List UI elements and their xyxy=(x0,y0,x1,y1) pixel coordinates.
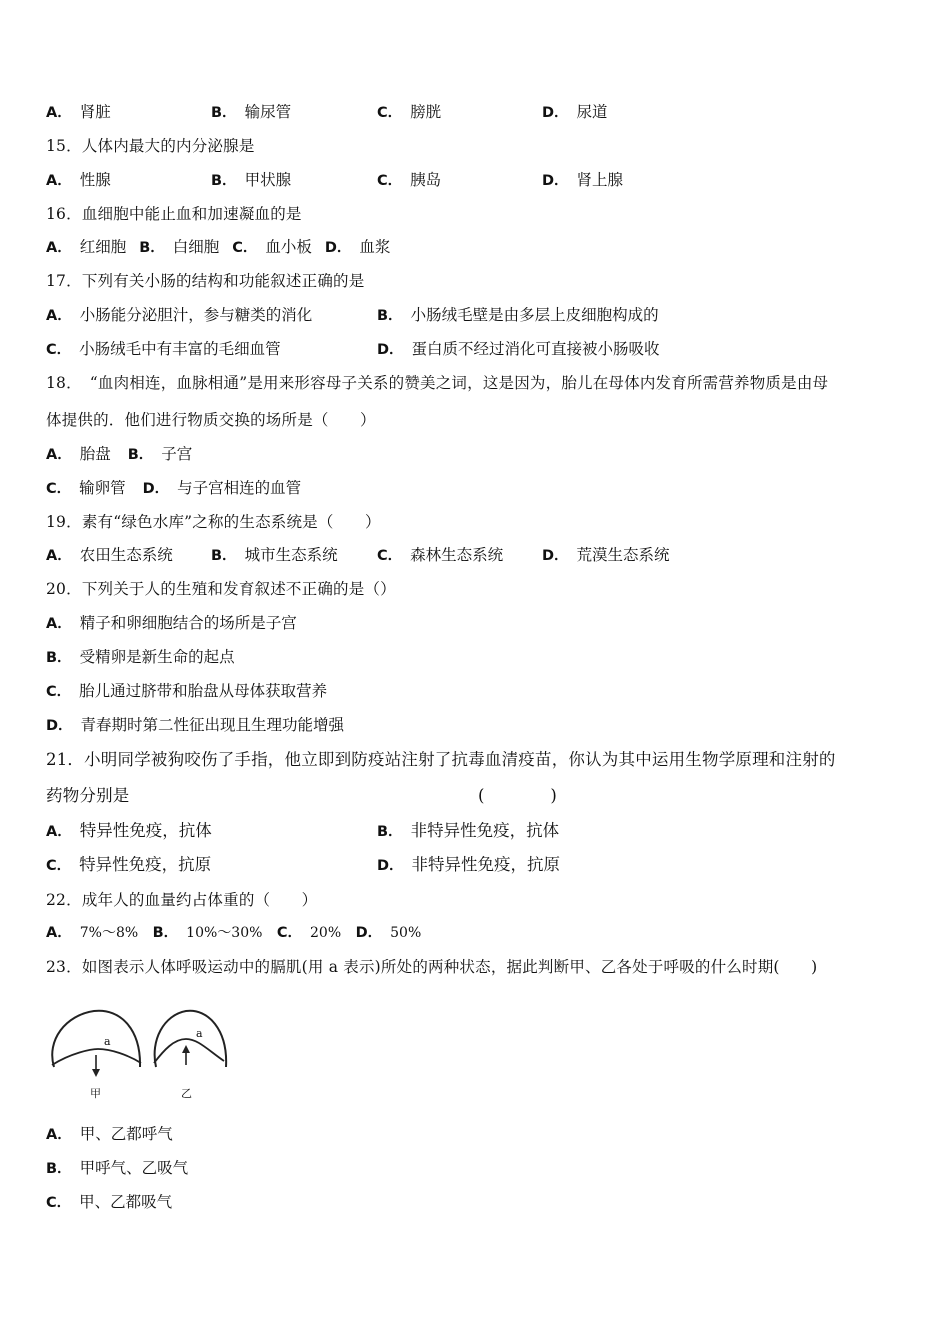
q20-option-a: A． 精子和卵细胞结合的场所是子宫 xyxy=(46,614,297,632)
q18-options-row2: C． 输卵管 D． 与子宫相连的血管 xyxy=(46,479,302,497)
q20-option-d: D． 青春期时第二性征出现且生理功能增强 xyxy=(46,716,345,734)
q22-stem: 22．成年人的血量约占体重的（ ） xyxy=(46,891,318,909)
label-jia: 甲 xyxy=(90,1087,101,1100)
q23-option-a: A． 甲、乙都呼气 xyxy=(46,1125,173,1143)
right-label-a: a xyxy=(196,1027,203,1040)
q14-option-c: C． 膀胱 xyxy=(377,103,442,121)
q19-option-c: C． 森林生态系统 xyxy=(377,546,504,564)
label-yi: 乙 xyxy=(181,1087,192,1100)
q15-option-d: D． 肾上腺 xyxy=(542,171,624,189)
q18-stem-line1: 18． “血肉相连，血脉相通”是用来形容母子关系的赞美之词，这是因为，胎儿在母体内发育所需营养物质是由母 xyxy=(46,374,829,392)
q23-stem: 23．如图表示人体呼吸运动中的膈肌(用 a 表示)所处的两种状态，据此判断甲、乙各处于呼吸的什么时期( ) xyxy=(46,958,818,976)
q21-stem-line2: 药物分别是 xyxy=(46,786,130,805)
q21-option-a: A． 特异性免疫，抗体 xyxy=(46,821,212,840)
q18-stem-line2: 体提供的．他们进行物质交换的场所是（ ） xyxy=(46,411,376,429)
q17-stem: 17．下列有关小肠的结构和功能叙述正确的是 xyxy=(46,272,365,290)
q19-option-d: D． 荒漠生态系统 xyxy=(542,546,670,564)
q17-option-c: C． 小肠绒毛中有丰富的毛细血管 xyxy=(46,340,281,358)
q15-option-c: C． 胰岛 xyxy=(377,171,442,189)
q20-option-b: B． 受精卵是新生命的起点 xyxy=(46,648,235,666)
q23-option-b: B． 甲呼气、乙吸气 xyxy=(46,1159,189,1177)
q16-stem: 16．血细胞中能止血和加速凝血的是 xyxy=(46,205,302,223)
q17-option-d: D． 蛋白质不经过消化可直接被小肠吸收 xyxy=(377,340,660,358)
q14-option-a: A． 肾脏 xyxy=(46,103,111,121)
q21-answer-bracket: ( ) xyxy=(478,786,557,805)
q15-stem: 15．人体内最大的内分泌腺是 xyxy=(46,137,255,155)
q17-option-a: A． 小肠能分泌胆汁，参与糖类的消化 xyxy=(46,306,313,324)
q20-stem: 20．下列关于人的生殖和发育叙述不正确的是（） xyxy=(46,580,396,598)
q16-options-line: A． 红细胞 B． 白细胞 C． 血小板 D． 血浆 xyxy=(46,238,391,256)
q14-option-b: B． 输尿管 xyxy=(211,103,292,121)
right-arrow-head xyxy=(182,1045,190,1053)
q18-options-row1: A． 胎盘 B． 子宫 xyxy=(46,445,193,463)
diaphragm-figure xyxy=(46,1005,246,1100)
q20-option-c: C． 胎儿通过脐带和胎盘从母体获取营养 xyxy=(46,682,328,700)
q19-option-a: A． 农田生态系统 xyxy=(46,546,173,564)
q15-option-b: B． 甲状腺 xyxy=(211,171,292,189)
left-arrow-head xyxy=(92,1069,100,1077)
q17-option-b: B． 小肠绒毛壁是由多层上皮细胞构成的 xyxy=(377,306,659,324)
q23-option-c: C． 甲、乙都吸气 xyxy=(46,1193,173,1211)
left-label-a: a xyxy=(104,1035,111,1048)
q21-option-b: B． 非特异性免疫，抗体 xyxy=(377,821,560,840)
q15-option-a: A． 性腺 xyxy=(46,171,111,189)
q22-options-line: A． 7%～8% B． 10%～30% C． 20% D． 50% xyxy=(46,925,422,941)
q19-option-b: B． 城市生态系统 xyxy=(211,546,338,564)
diaphragm-diagram xyxy=(46,1005,246,1100)
q21-stem-line1: 21．小明同学被狗咬伤了手指，他立即到防疫站注射了抗毒血清疫苗，你认为其中运用生物学原理和注射的 xyxy=(46,750,836,769)
q21-option-d: D． 非特异性免疫，抗原 xyxy=(377,855,561,874)
q14-option-d: D． 尿道 xyxy=(542,103,608,121)
q21-option-c: C． 特异性免疫，抗原 xyxy=(46,855,212,874)
q19-stem: 19．素有“绿色水库”之称的生态系统是（ ） xyxy=(46,513,381,531)
